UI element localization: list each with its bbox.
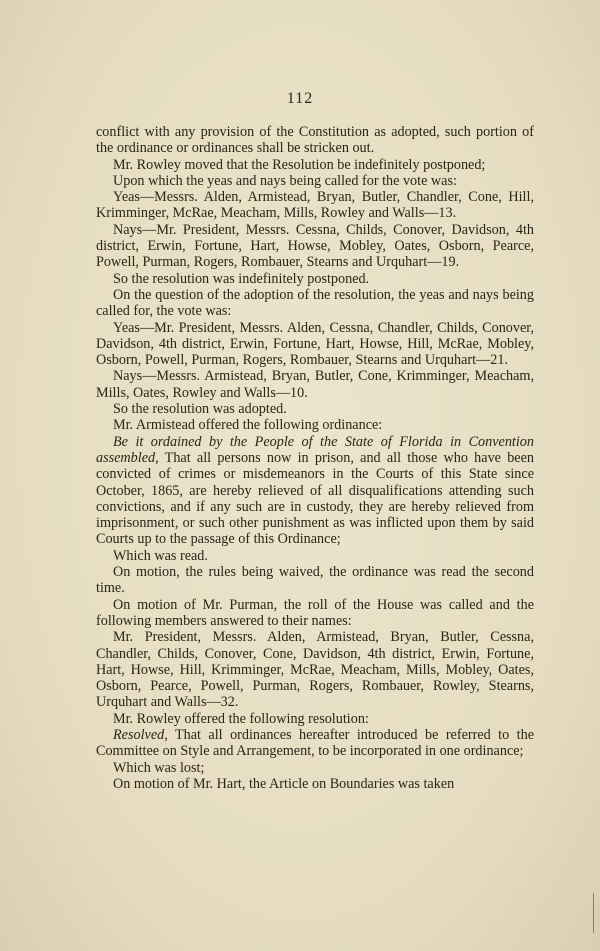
paragraph [96, 629, 534, 710]
paragraph-text: Mr. President, Messrs. Alden, Armistead, Bryan, Butler, Cessna, Chandler, Childs, Conover, Cone, Davidson, 4th district, Erwin, Fortune, Hart, Howse, Hill, Krimminger, McRae, Meacham, Mills, Mobley, Oates, Osborn, Pearce, Powell, Purman, Rogers, Rombauer, Rowley, Stearns, Urquhart and Walls—32. [96, 629, 534, 711]
paragraph-text: Mr. Rowley moved that the Resolution be indefinitely postponed; [113, 156, 486, 173]
italic-phrase: Resolved, [113, 726, 168, 743]
paragraph [96, 287, 534, 320]
paragraph-text: On motion, the rules being waived, the ordinance was read the second time. [96, 564, 534, 597]
body-text [96, 124, 534, 792]
paragraph [96, 189, 534, 222]
paragraph [96, 173, 534, 189]
paragraph [96, 760, 534, 776]
paragraph [96, 222, 534, 271]
paragraph-text: On motion of Mr. Purman, the roll of the House was called and the following members answered to their names: [96, 596, 534, 629]
page-number: 112 [286, 90, 314, 107]
paragraph [96, 597, 534, 630]
paragraph-text: So the resolution was indefinitely postponed. [113, 270, 370, 287]
paragraph-text: So the resolution was adopted. [113, 401, 287, 418]
paragraph-text: Mr. Rowley offered the following resolution: [113, 710, 369, 727]
italic-phrase: Be it ordained by the People of the State of Florida in Convention assembled, [96, 433, 534, 466]
paragraph-text: Nays—Mr. President, Messrs. Cessna, Childs, Conover, Davidson, 4th district, Erwin, Fortune, Hart, Howse, Mobley, Oates, Osborn, Pearce, Powell, Purman, Rogers, Rombauer, Stearns and Urquhart—19. [96, 221, 534, 271]
paragraph [96, 417, 534, 433]
paragraph-text: Yeas—Messrs. Alden, Armistead, Bryan, Butler, Chandler, Cone, Hill, Krimminger, McRae, Meacham, Mills, Rowley and Walls—13. [96, 189, 534, 222]
paragraph-text: On motion of Mr. Hart, the Article on Boundaries was taken [113, 775, 455, 792]
paragraph-text: Upon which the yeas and nays being called for the vote was: [113, 172, 457, 189]
paragraph-text: Which was lost; [113, 759, 205, 776]
paragraph-text: Which was read. [113, 547, 208, 564]
paragraph-text: On the question of the adoption of the resolution, the yeas and nays being called for, the vote was: [96, 286, 534, 320]
paragraph-text: That all ordinances hereafter introduced be referred to the Committee on Style and Arrangement, to be incorporated in one ordinance; [96, 726, 534, 760]
paragraph [96, 124, 534, 157]
paragraph-text: conflict with any provision of the Constitution as adopted, such portion of the ordinance or ordinances shall be stricken out. [96, 124, 534, 157]
paragraph [96, 401, 534, 417]
paragraph [96, 157, 534, 173]
paragraph-text: Mr. Armistead offered the following ordinance: [113, 417, 383, 434]
paragraph [96, 368, 534, 401]
paragraph [96, 564, 534, 597]
paragraph-text: That all persons now in prison, and all those who have been convicted of crimes or misdemeanors in the Courts of this State since October, 1865, are hereby relieved of all disqualifications attending such convictions, and if any such are in custody, they are hereby relieved from imprisonment, or such other punishment as was inflicted upon them by said Courts up to the passage of this Ordinance; [96, 449, 534, 548]
paragraph [96, 434, 534, 548]
page-edge-mark [585, 893, 594, 933]
paragraph [96, 271, 534, 287]
paragraph [96, 727, 534, 760]
paragraph [96, 711, 534, 727]
paragraph [96, 776, 534, 792]
paragraph [96, 320, 534, 369]
paragraph-text: Nays—Messrs. Armistead, Bryan, Butler, Cone, Krimminger, Meacham, Mills, Oates, Rowley and Walls—10. [96, 368, 534, 401]
paragraph [96, 548, 534, 564]
paragraph-text: Yeas—Mr. President, Messrs. Alden, Cessna, Chandler, Childs, Conover, Davidson, 4th district, Erwin, Fortune, Hart, Howse, Hill, McRae, Mobley, Osborn, Powell, Purman, Rogers, Rombauer, Stearns and Urquhart—21. [96, 319, 534, 369]
